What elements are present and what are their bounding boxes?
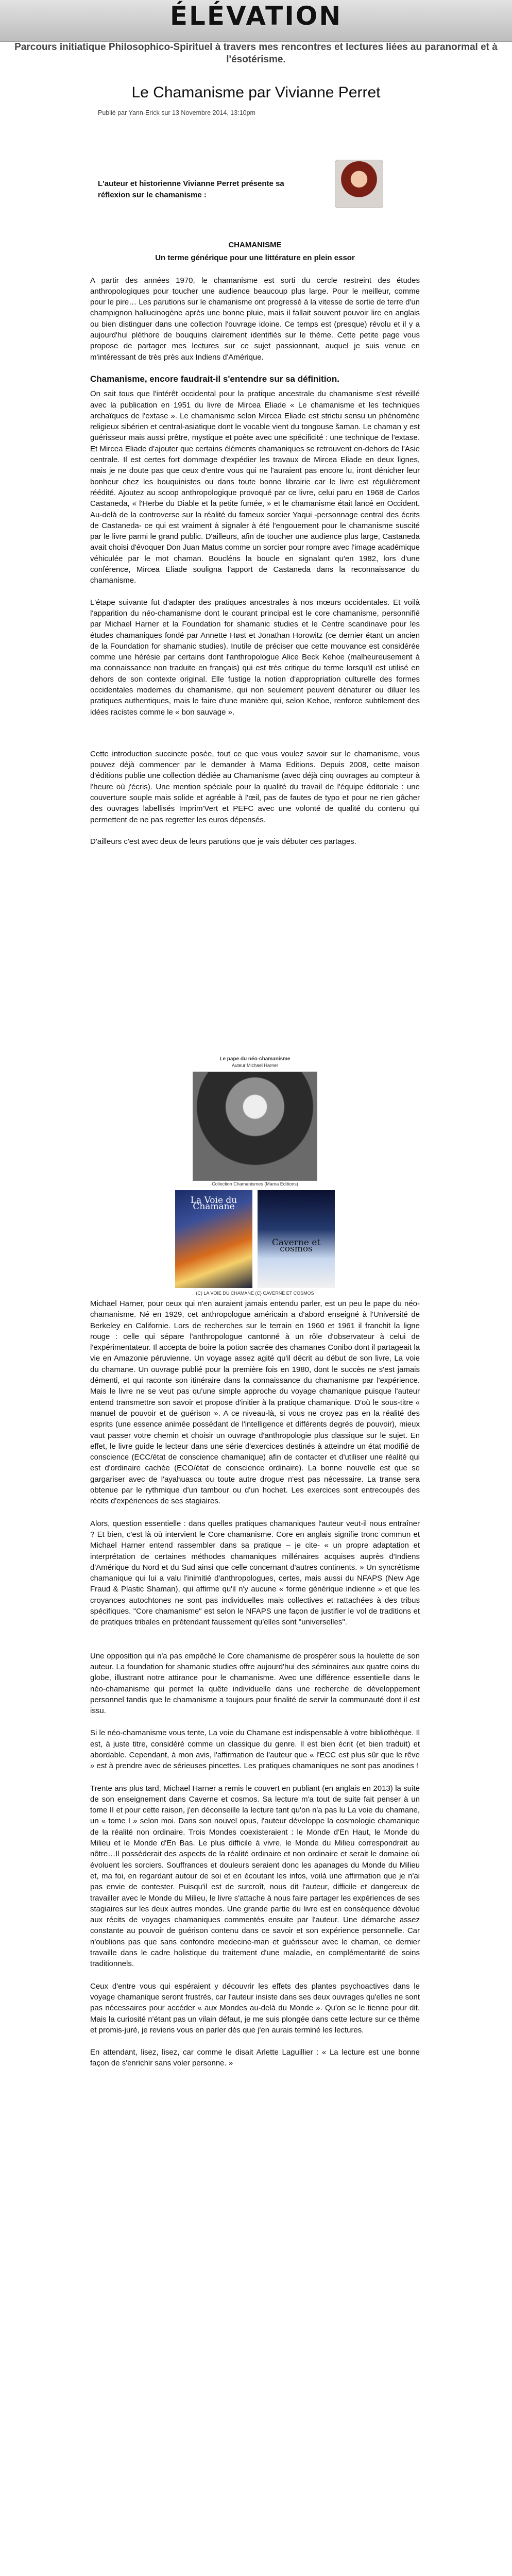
article-intro [98, 178, 386, 201]
paragraph: Michael Harner, pour ceux qui n'en auraient jamais entendu parler, est un peu le pape du néo-chamanisme. Né en 1929, cet anthropologue américain a d'abord enseigné à l'Université de Berkeley en Californie. Lors de recherches sur le terrain en 1960 et 1961 il franchit la ligne rouge : celle qui sépare l'anthropologue cantonné à un rôle d'observateur à celui de l'expérimentateur. Il accepta de boire la potion sacrée des chamanes Conibo dont il partageait la vie en Amazonie péruvienne. Un voyage assez agité qu'il décrit au début de son livre, La voie du chamane. Un ouvrage publié pour la première fois en 1980, dont le succès ne s'est jamais démenti, et qui raconte son itinéraire dans la connaissance du chamanisme par l'expérience. Mais le livre ne se veut pas qu'une simple approche du voyage chamanique puisque l'auteur entend transmettre son savoir et propose d'initier à la pratique chamanique. D'où le sous-titre « manuel de pouvoir et de guérison ». A ce niveau-là, si vous ne croyez pas en la réalité des esprits (une essence animée possédant de l'intelligence et différents degrés de pouvoir), mieux vaut passer votre chemin et choisir un ouvrage d'anthropologie plus classique sur le sujet. En effet, le livre guide le lecteur dans une série d'exercices destinés à atteindre un état modifié de conscience (ECC/état de conscience chamanique) afin de contacter et d'utiliser une réalité qui est d'ordinaire cachée (ECO/état de conscience ordinaire). La bonne nouvelle est que se gargariser avec de l'ayahuasca ou toute autre drogue n'est pas nécessaire. La transe sera obtenue par le rythmique d'un tambour ou d'un hochet. Les exercices sont entrecoupés des récits d'expériences de ses stagiaires. [90, 1299, 420, 1506]
figure-caption: Le pape du néo-chamanisme [219, 1056, 291, 1062]
intro-text: L'auteur et historienne Vivianne Perret présente sa réflexion sur le chamanisme : [98, 179, 284, 199]
article-body-part-1 [90, 240, 420, 858]
paragraph: Si le néo-chamanisme vous tente, La voie du Chamane est indispensable à votre bibliothèque. Il est, à juste titre, considéré comme un classique du genre. Il est bien écrit (et bien traduit) et abordable. Cependant, à mon avis, l'affirmation de l'auteur que « l'ECC est plus sûr que le rêve » est à prendre avec de sérieuses pincettes. Les pratiques chamaniques ne sont pas anodines ! [90, 1728, 420, 1771]
section-label: CHAMANISME [228, 241, 282, 249]
paragraph: Trente ans plus tard, Michael Harner a remis le couvert en publiant (en anglais en 2013) la suite de son enseignement dans Caverne et cosmos. Sa lecture m'a tout de suite fait penser à un tome II et pour cette raison, j'en déconseille la lecture tant qu'on n'a pas lu La voie du chamane, un « tome I » selon moi. Dans son nouvel opus, l'auteur développe la cosmologie chamanique de la réalité non ordinaire. Trois Mondes coexisteraient : le Monde d'En Haut, le Monde du Milieu et le Monde d'En Bas. Le plus difficile à vivre, le Monde du Milieu correspondrait au nôtre…Il posséderait des aspects de la réalité ordinaire et non ordinaire et serait le domaine où évoluent les sorciers. Souffrances et douleurs seraient donc les apanages du Monde du Milieu et, ma foi, en regardant autour de soi et en écoutant les infos, voilà une affirmation que je n'ai pas envie de contester. Puisqu'il est de surcroît, nous dit l'auteur, difficile et dangereux de travailler avec le Monde du Milieu, le livre s'attache à nous faire partager les expériences de ses stagiaires sur les deux autres mondes. Une grande partie du livre est en conséquence dévolue aux récits de voyages chamaniques commentés ensuite par l'auteur. Une démarche assez constante au pouvoir de guérison contenu dans ce savoir et son expérience personnelle. Car n'oublions pas que sans confondre medecine-man et guérisseur avec le chaman, ce dernier travaille dans le cadre holistique du traitement d'une maladie, en complémentarité de soins traditionnels. [90, 1784, 420, 1969]
paragraph: Alors, question essentielle : dans quelles pratiques chamaniques l'auteur veut-il nous entraîner ? Et bien, c'est là où intervient le Core chamanisme. Core en anglais signifie tronc commun et Michael Harner entend rassembler dans sa pratique – je cite- « un propre adaptation et interprétation de certaines méthodes chamaniques millénaires acquises auprès d'Indiens d'Amérique du Nord et du Sud ainsi que celle concernant d'autres continents. » Un syncrétisme chamanique qui lui a valu l'inimitié d'anthropologues, certes, mais aussi du NFAPS (New Age Fraud & Plastic Shaman), qui affirme qu'il n'y aucune « forme générique indienne » et que les croyances autochtones ne sont pas individuelles mais collectives et rattachées à des tribus spécifiques. "Core chamanisme" est selon le NFAPS une façon de justifier le vol de traditions et de pratiques tribales en prétendant faussement qu'elles sont "universelles". [90, 1519, 420, 1627]
section-lead: Un terme générique pour une littérature en plein essor [155, 253, 355, 263]
paragraph: D'ailleurs c'est avec deux de leurs parutions que je vais débuter ces partages. [90, 837, 356, 846]
article-title[interactable]: Le Chamanisme par Vivianne Perret [131, 84, 381, 101]
author-portrait [335, 160, 383, 208]
book-covers [162, 1190, 348, 1288]
site-title[interactable]: ÉLÉVATION [169, 1, 343, 31]
paragraph: A partir des années 1970, le chamanisme est sorti du cercle restreint des études anthropologiques pour toucher une audience beaucoup plus large. Pour le meilleur, comme pour le pire… Les parutions sur le chamanisme ont progressé à la vitesse de sortie de terre d'un champignon hallucinogène après une bonne pluie, mais il fallait souvent pouvoir lire en anglais ou bien distinguer dans une collection l'ouvrage idoine. Ce temps est (presque) révolu et il y a aujourd'hui pléthore de bouquins clairement identifiés sur le thème. Cette petite page vous propose de partager mes lectures sur ce sujet passionnant, auquel je suis venue en m'intéressant de très près aux Indiens d'Amérique. [90, 276, 420, 362]
image-credits: (C) LA VOIE DU CHAMANE (C) CAVERNE ET COSMOS [196, 1291, 314, 1296]
paragraph: En attendant, lisez, lisez, car comme le disait Arlette Laguillier : « La lecture est une bonne façon de s'enrichir sans voler personne. » [90, 2048, 420, 2068]
article-body-part-2 [90, 1298, 420, 2080]
subheading: Chamanisme, encore faudrait-il s'entendre sur sa définition. [90, 374, 339, 384]
article [0, 82, 512, 199]
paragraph: On sait tous que l'intérêt occidental pour la pratique ancestrale du chamanisme s'est réveillé avec la publication en 1951 du livre de Mircea Eliade « Le chamanisme et les techniques archaïques de l'extase ». Le chamanisme selon Mircea Eliade est strictu sensu un phénomène religieux sibérien et central-asiatique dont le vocable vient du tongouse šaman. Le chaman y est guérisseur mais aussi prêtre, mystique et poète avec une spécificité : une technique de l'extase. Et Mircea Eliade d'ajouter que certains éléments chamaniques se retrouvent en-dehors de l'Asie centrale. Il est certes fort dommage d'expédier les travaux de Mircea Eliade en deux lignes, mais je ne doute pas que ceux d'entre vous qui ne l'auraient pas encore lu, iront dénicher leur bonheur chez les bouquinistes ou dans toute bonne librairie car le livre est régulièrement réédité. Ajoutez au scoop anthropologique provoqué par ce livre, celui paru en 1968 de Carlos Castaneda, « l'Herbe du Diable et la petite fumée, » et le chamanisme était lancé en Occident. Au-delà de la controverse sur la réalité du fameux sorcier Yaqui -personnage central des écrits de Castaneda- ce qui est vraiment à signaler à été l'engouement pour le chamanisme suscité par le livre parmi le grand public. D'ailleurs, afin de toucher une audience plus large, Castaneda avait choisi d'évoquer Don Juan Matus comme un sorcier pour rompre avec l'image académique véhiculée par le mot chaman. Boucléns la boucle en signalant qu'en 1982, lors d'une conférence, Mircea Eliade soulignа l'apport de Castaneda dans la reconnaissance du chamanisme. [90, 389, 420, 585]
book-cover-la-voie-du-chamane: La Voie du Chamane [175, 1190, 252, 1288]
paragraph: L'étape suivante fut d'adapter des pratiques ancestrales à nos mœurs occidentales. Et voilà l'apparition du néo-chamanisme dont le courant principal est le core chamanisme, personnifié par Michael Harner et la Foundation for shamanic studies et le Centre scandinave pour les études chamaniques fondé par Annette Høst et Jonathan Horowitz (ce dernier étant un ancien de la Foundation for shamanic studies). Inutile de préciser que cette mouvance est considérée comme une hérésie par certains dont l'anthropologue Alice Beck Kehoe (malheureusement à ma connaissance non traduite en français) qui est très critique du terme lorsqu'il est utilisé en dehors de son contexte original. Elle fustige la notion d'appropriation culturelle des formes occidentales modernes du chamanisme, qui non seulement peuvent dénaturer ou diluer les pratiques authentiques, mais le faire d'une manière qui, selon Kehoe, renforce subtilement des idées racistes comme le « bon sauvage ». [90, 598, 420, 717]
paragraph: Cette introduction succincte posée, tout ce que vous voulez savoir sur le chamanisme, vous pouvez déjà commencer par le demander à Mama Editions. Depuis 2008, cette maison d'éditions publie une collection dédiée au Chamanisme (avec déjà cinq ouvrages au compteur à l'heure où j'écris). Une mention spéciale pour la qualité du travail de l'équipe éditoriale : une couverture souple mais solide et agréable à l'œil, pas de fautes de typo et pour ne rien gâcher des ouvrages labellisés Imprim'Vert et PEFC avec une volonté de qualité du contenu qui permettent de ne pas regretter les euros dépensés. [90, 749, 420, 824]
collection-label: Collection Chamanismes (Mama Editions) [212, 1181, 298, 1187]
site-header [0, 0, 512, 42]
site-subtitle: Parcours initiatique Philosophico-Spirituel à travers mes rencontres et lectures liées au paranormal et à l'ésotérisme. [14, 42, 498, 65]
author-label: Auteur Michael Harner [231, 1063, 279, 1068]
book-figure [162, 1056, 348, 1296]
post-meta: Publié par Yann-Erick sur 13 Novembre 2014, 13:10pm [98, 109, 255, 116]
paragraph: Ceux d'entre vous qui espéraient y découvrir les effets des plantes psychoactives dans le voyage chamanique seront frustrés, car l'auteur insiste dans ses deux ouvrages qu'elles ne sont pas nécessaires pour accéder « aux Mondes au-delà du Monde ». Qu'on se le tienne pour dit. Mais la curiosité n'étant pas un vilain défaut, je me suis plongée dans cette lecture sur ce thème et promis-juré, je reviens vous en parler dès que j'en aurais terminé les lectures. [90, 1981, 420, 2035]
book-cover-caverne-et-cosmos: Caverne et cosmos [258, 1190, 335, 1288]
author-photo [193, 1072, 317, 1181]
paragraph: Une opposition qui n'a pas empêché le Core chamanisme de prospérer sous la houlette de son auteur. La foundation for shamanic studies offre aujourd'hui des séminaires aux quatre coins du globe, illustrant notre attirance pour le chamanisme. Avec une différence essentielle dans le néo-chamanisme qui permet la quête individuelle dans une recherche de développement personnel tandis que le chamanisme a toujours pour finalité de servir la communauté dont il est issu. [90, 1651, 420, 1716]
